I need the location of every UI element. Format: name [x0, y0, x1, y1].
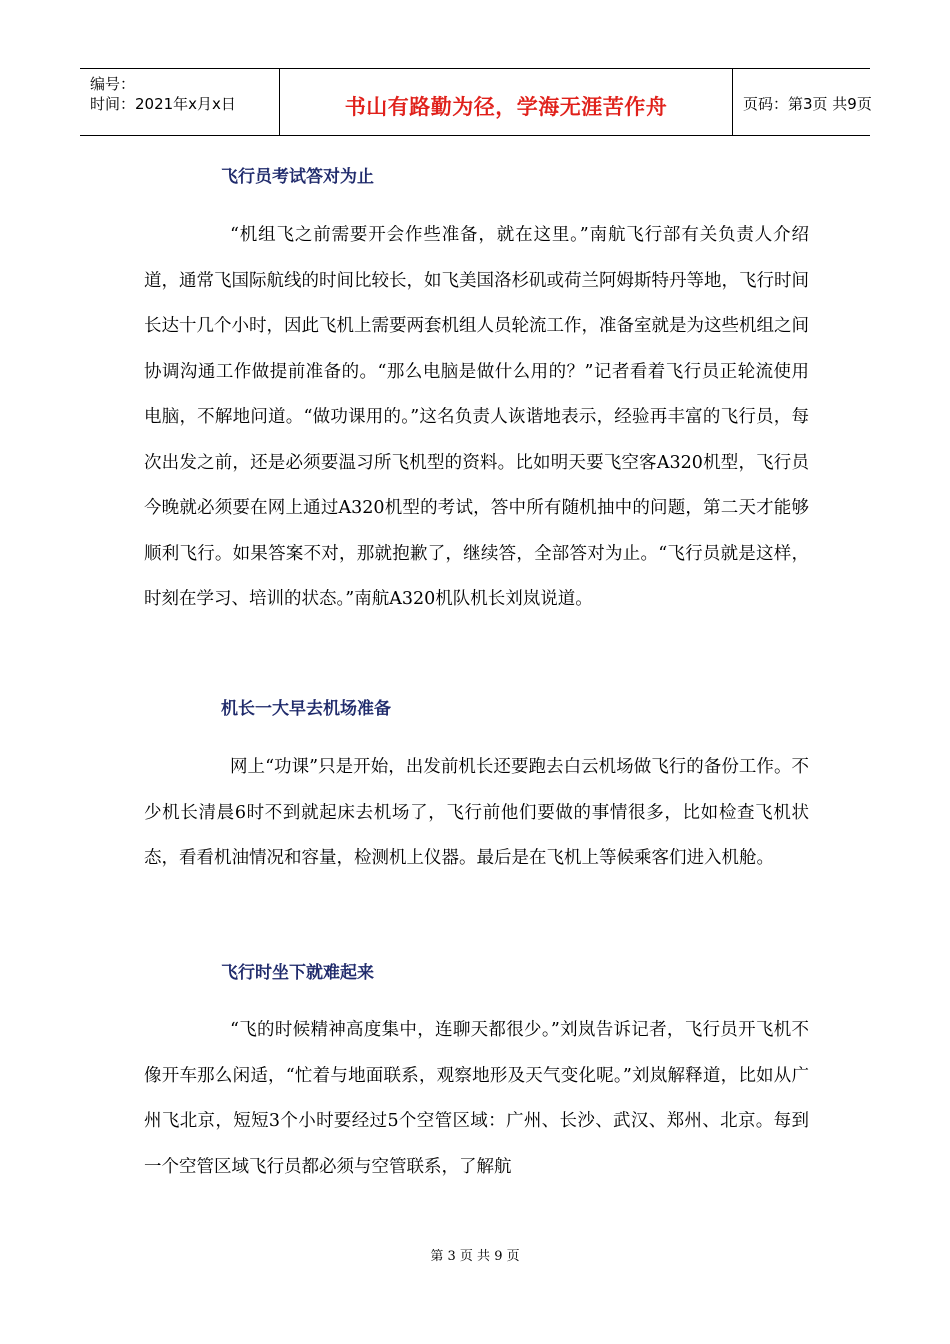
section-heading-2: 机长一大早去机场准备 [221, 699, 391, 719]
document-date-label: 时间：2021年x月x日 [90, 95, 236, 113]
page-footer: 第 3 页 共 9 页 [430, 1249, 520, 1264]
header-motto: 书山有路勤为径，学海无涯苦作舟 [344, 95, 668, 119]
header-info-cell [80, 69, 280, 135]
section-heading-1: 飞行员考试答对为止 [221, 167, 374, 187]
header-page-cell [733, 69, 870, 135]
section-paragraph-1: “机组飞之前需要开会作些准备，就在这里。”南航飞行部有关负责人介绍道，通常飞国际航线的时间比较长，如飞美国洛杉矶或荷兰阿姆斯特丹等地，飞行时间长达十几个小时，因此飞机上需要两套机组人员轮流工作，准备室就是为这些机组之间协调沟通工作做提前准备的。“那么电脑是做什么用的？”记者看着飞行员正轮流使用电脑，不解地问道。“做功课用的。”这名负责人诙谐地表示，经验再丰富的飞行员，每次出发之前，还是必须要温习所飞机型的资料。比如明天要飞空客A320机型，飞行员今晚就必须要在网上通过A320机型的考试，答中所有随机抽中的问题，第二天才能够顺利飞行。如果答案不对，那就抱歉了，继续答，全部答对为止。“飞行员就是这样，时刻在学习、培训的状态。”南航A320机队机长刘岚说道。 [144, 225, 809, 609]
document-header [80, 68, 870, 136]
section-heading-3: 飞行时坐下就难起来 [221, 963, 374, 983]
header-motto-cell [280, 69, 733, 135]
header-page-code: 页码：第3页 共9页 [743, 95, 872, 113]
section-paragraph-2: 网上“功课”只是开始，出发前机长还要跑去白云机场做飞行的备份工作。不少机长清晨6时不到就起床去机场了，飞行前他们要做的事情很多，比如检查飞机状态，看看机油情况和容量，检测机上仪器。最后是在飞机上等候乘客们进入机舱。 [144, 757, 809, 868]
section-paragraph-3: “飞的时候精神高度集中，连聊天都很少。”刘岚告诉记者，飞行员开飞机不像开车那么闲适，“忙着与地面联系，观察地形及天气变化呢。”刘岚解释道，比如从广州飞北京，短短3个小时要经过5个空管区域：广州、长沙、武汉、郑州、北京。每到一个空管区域飞行员都必须与空管联系，了解航 [144, 1020, 809, 1177]
document-number-label: 编号： [90, 75, 136, 93]
